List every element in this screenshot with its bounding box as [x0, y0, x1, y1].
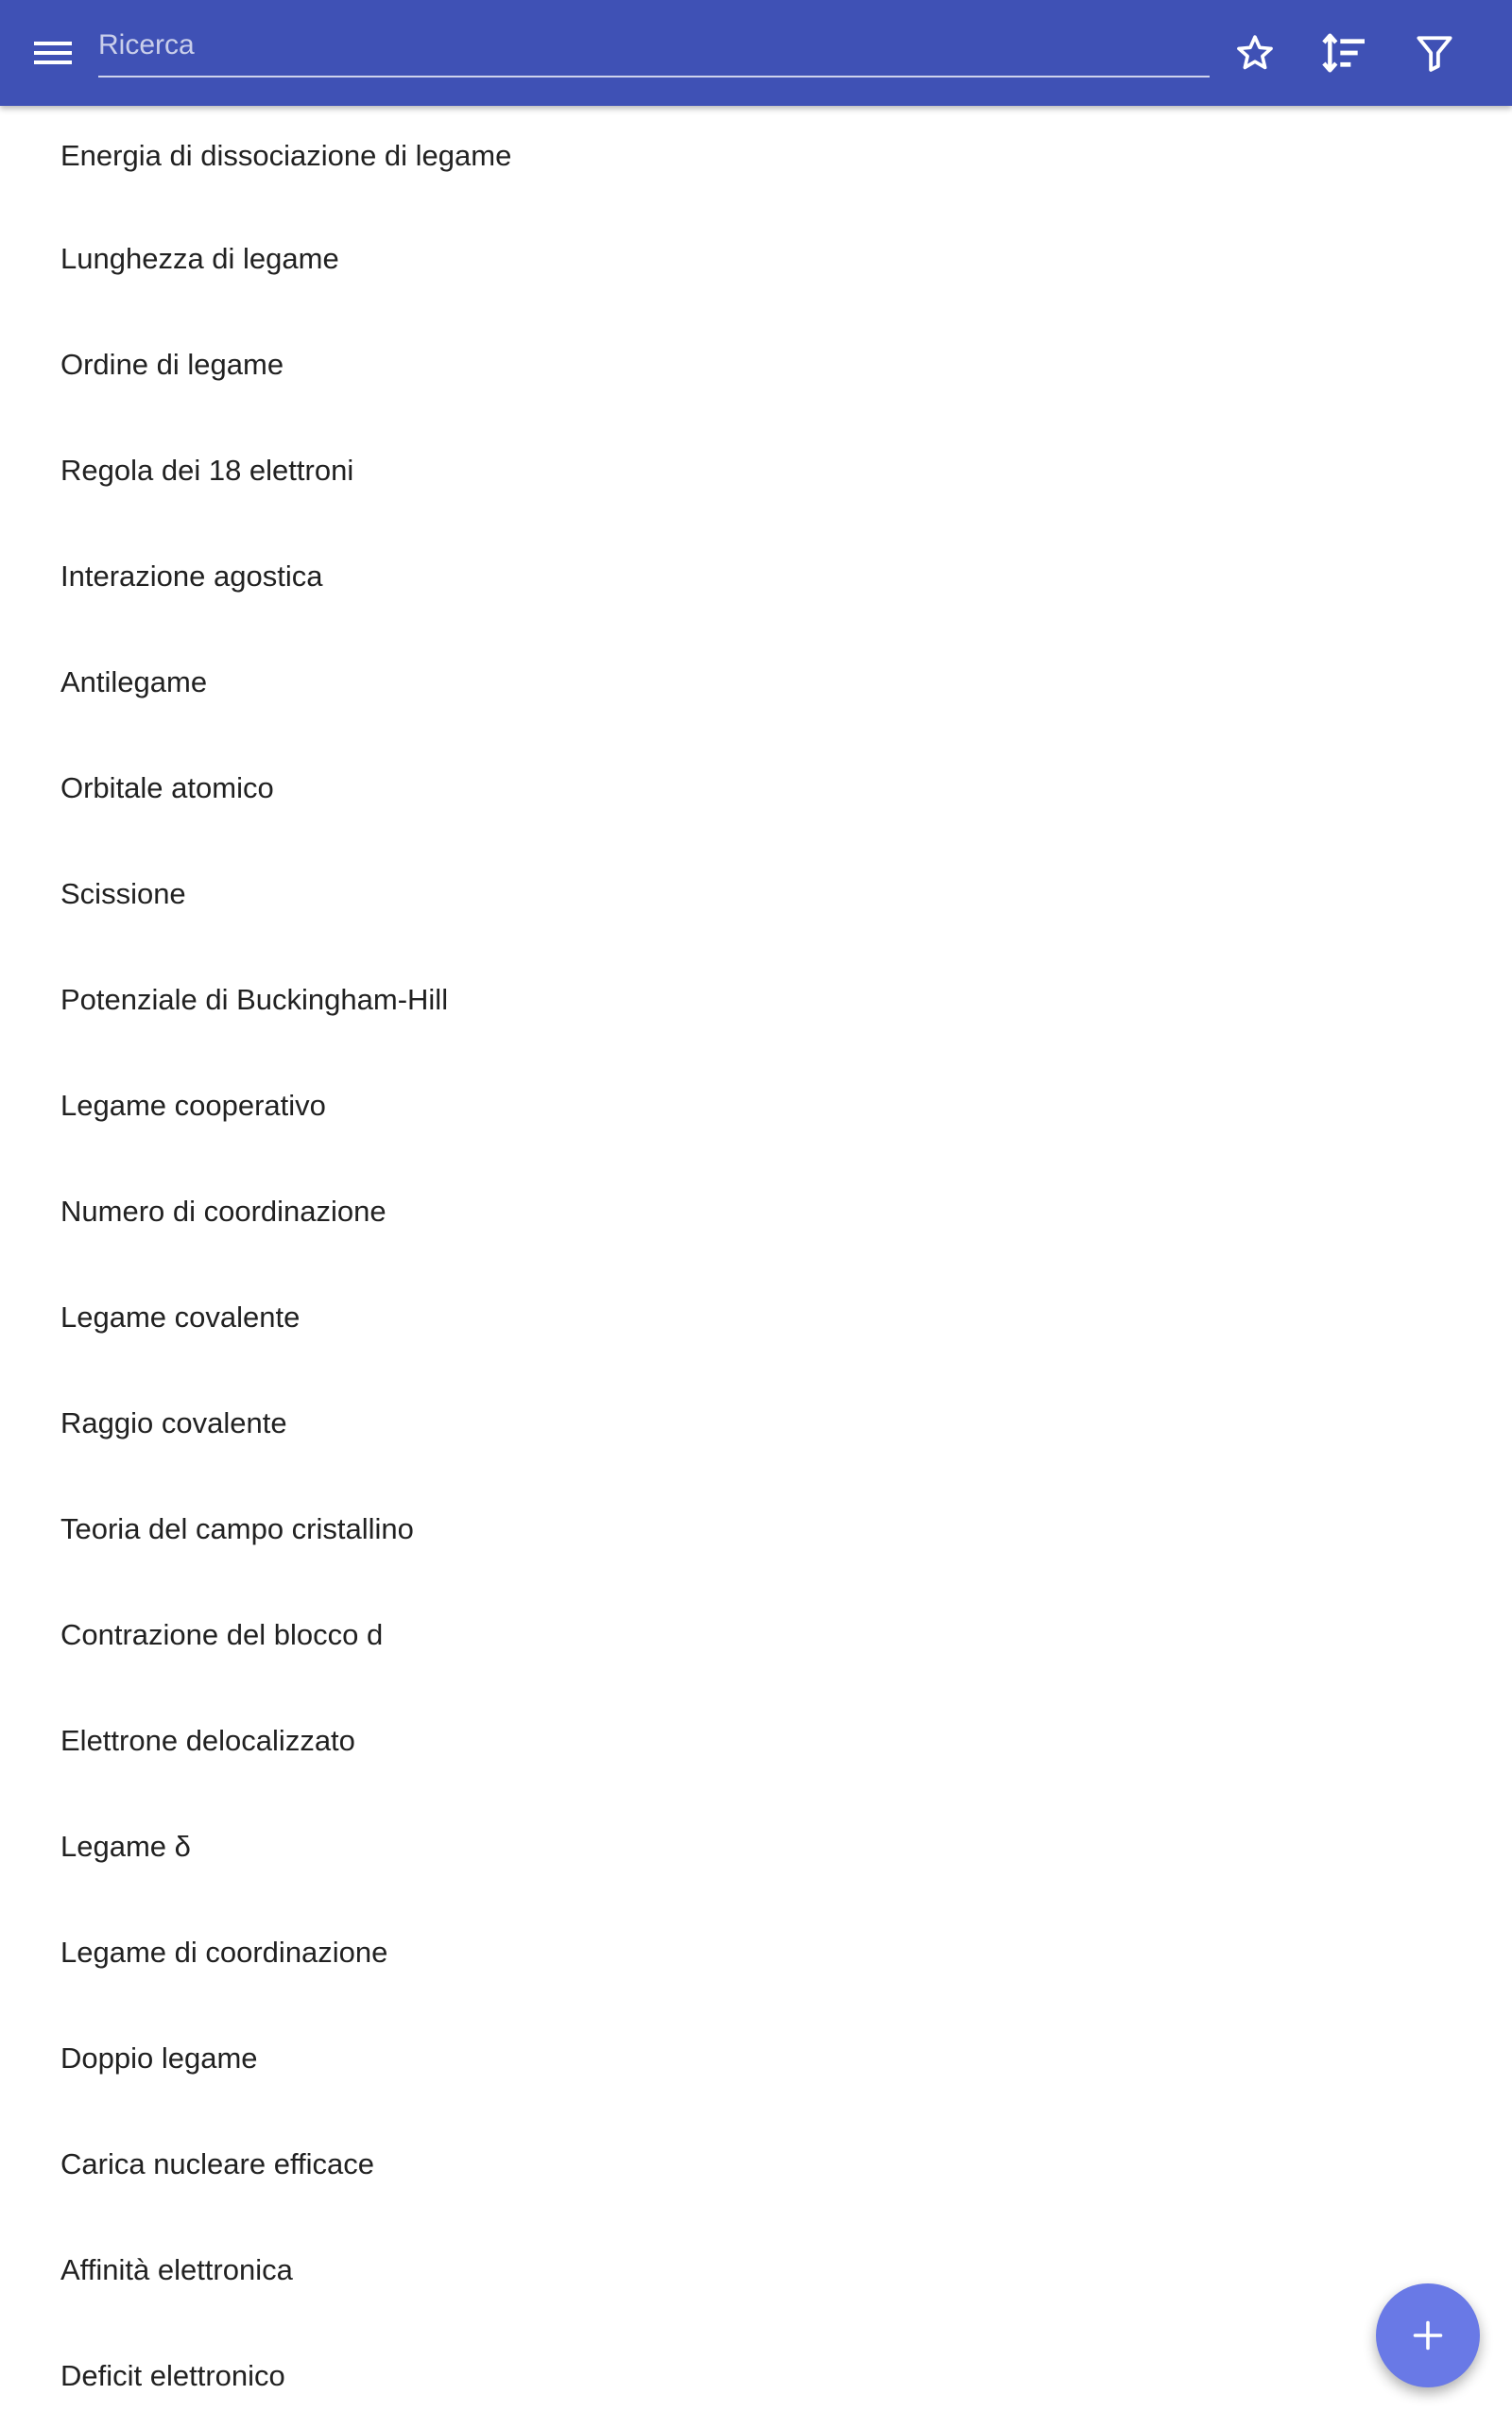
add-button[interactable] — [1376, 2283, 1480, 2387]
list-item[interactable]: Affinità elettronica — [60, 2253, 293, 2286]
search-input[interactable] — [98, 17, 1210, 74]
search-field — [98, 17, 1210, 78]
list-item[interactable]: Orbitale atomico — [60, 771, 274, 804]
list-item[interactable]: Legame covalente — [60, 1301, 301, 1334]
list-item[interactable]: Interazione agostica — [60, 560, 323, 593]
list-item[interactable]: Raggio covalente — [60, 1406, 287, 1439]
list-item[interactable]: Regola dei 18 elettroni — [60, 454, 354, 487]
list-item[interactable]: Numero di coordinazione — [60, 1195, 387, 1228]
star-outline-icon — [1234, 32, 1276, 74]
filter-button[interactable] — [1404, 23, 1465, 83]
list-item[interactable]: Contrazione del blocco d — [60, 1618, 384, 1651]
list-item[interactable]: Ordine di legame — [60, 348, 284, 381]
list-item[interactable]: Deficit elettronico — [60, 2359, 285, 2392]
favorites-button[interactable] — [1225, 23, 1285, 83]
list-item[interactable]: Potenziale di Buckingham-Hill — [60, 983, 449, 1016]
list-item[interactable]: Antilegame — [60, 665, 208, 698]
hamburger-menu-icon — [34, 39, 72, 67]
term-list — [0, 106, 1512, 2429]
app-toolbar — [0, 0, 1512, 106]
list-item[interactable]: Carica nucleare efficace — [60, 2147, 374, 2180]
list-item[interactable]: Scissione — [60, 877, 186, 910]
list-item[interactable]: Legame cooperativo — [60, 1089, 326, 1122]
list-item[interactable]: Elettrone delocalizzato — [60, 1724, 355, 1757]
list-item[interactable]: Lunghezza di legame — [60, 242, 339, 275]
list-item[interactable]: Legame di coordinazione — [60, 1936, 388, 1969]
list-item[interactable]: Teoria del campo cristallino — [60, 1512, 414, 1545]
sort-icon — [1321, 32, 1366, 74]
list-item[interactable]: Legame δ — [60, 1830, 191, 1863]
plus-icon — [1411, 2318, 1445, 2352]
sort-button[interactable] — [1314, 23, 1374, 83]
filter-icon — [1415, 32, 1454, 74]
menu-button[interactable] — [21, 23, 85, 83]
list-item[interactable]: Energia di dissociazione di legame — [60, 139, 512, 172]
list-item[interactable]: Doppio legame — [60, 2041, 258, 2075]
